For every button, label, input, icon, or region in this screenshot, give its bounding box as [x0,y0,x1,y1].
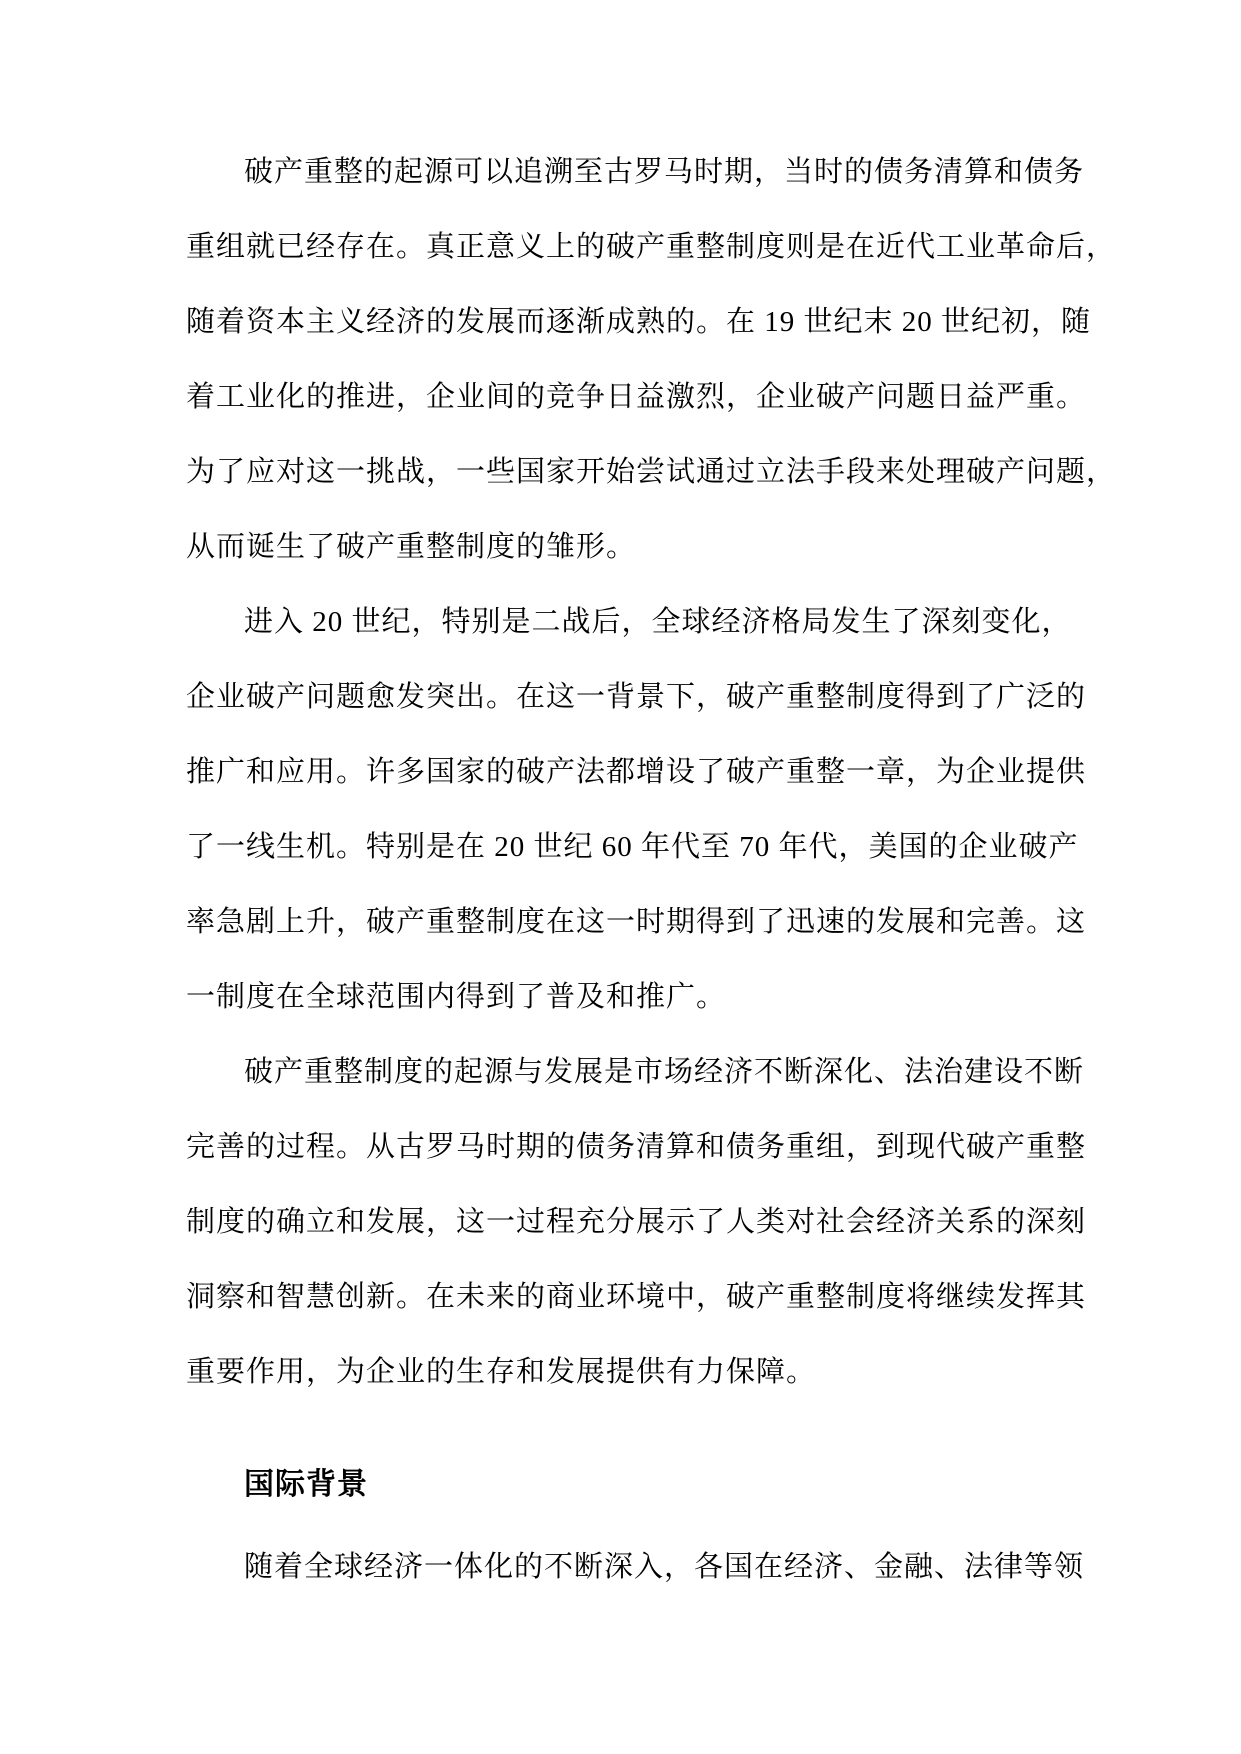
paragraph-line: 了一线生机。特别是在 20 世纪 60 年代至 70 年代，美国的企业破产 [186,831,1079,863]
paragraph-line: 进入 20 世纪，特别是二战后，全球经济格局发生了深刻变化， [244,606,1072,638]
paragraph-origins [186,135,1186,585]
paragraph-line: 洞察和智慧创新。在未来的商业环境中，破产重整制度将继续发挥其 [186,1281,1087,1313]
paragraph-20th-century [186,585,1186,1035]
paragraph-line: 率急剧上升，破产重整制度在这一时期得到了迅速的发展和完善。这 [186,906,1087,938]
paragraph-international-background [186,1530,1186,1605]
paragraph-line: 完善的过程。从古罗马时期的债务清算和债务重组，到现代破产重整 [186,1131,1087,1163]
paragraph-line: 企业破产问题愈发突出。在这一背景下，破产重整制度得到了广泛的 [186,681,1087,713]
paragraph-line: 随着资本主义经济的发展而逐渐成熟的。在 19 世纪末 20 世纪初，随 [186,306,1092,338]
paragraph-line: 着工业化的推进，企业间的竞争日益激烈，企业破产问题日益严重。 [186,381,1087,413]
section-heading-international-background: 国际背景 [244,1468,368,1501]
paragraph-line: 破产重整的起源可以追溯至古罗马时期，当时的债务清算和债务 [244,156,1085,188]
paragraph-line: 制度的确立和发展，这一过程充分展示了人类对社会经济关系的深刻 [186,1206,1087,1238]
text-column [186,135,1186,1605]
paragraph-line: 破产重整制度的起源与发展是市场经济不断深化、法治建设不断 [244,1056,1085,1088]
paragraph-line: 从而诞生了破产重整制度的雏形。 [186,531,637,563]
paragraph-line: 随着全球经济一体化的不断深入，各国在经济、金融、法律等领 [244,1551,1085,1583]
paragraph-line: 为了应对这一挑战，一些国家开始尝试通过立法手段来处理破产问题， [186,456,1117,488]
paragraph-line: 重要作用，为企业的生存和发展提供有力保障。 [186,1356,817,1388]
paragraph-line: 推广和应用。许多国家的破产法都增设了破产重整一章，为企业提供 [186,756,1087,788]
paragraph-summary [186,1035,1186,1410]
paragraph-line: 重组就已经存在。真正意义上的破产重整制度则是在近代工业革命后， [186,231,1117,263]
paragraph-line: 一制度在全球范围内得到了普及和推广。 [186,981,727,1013]
